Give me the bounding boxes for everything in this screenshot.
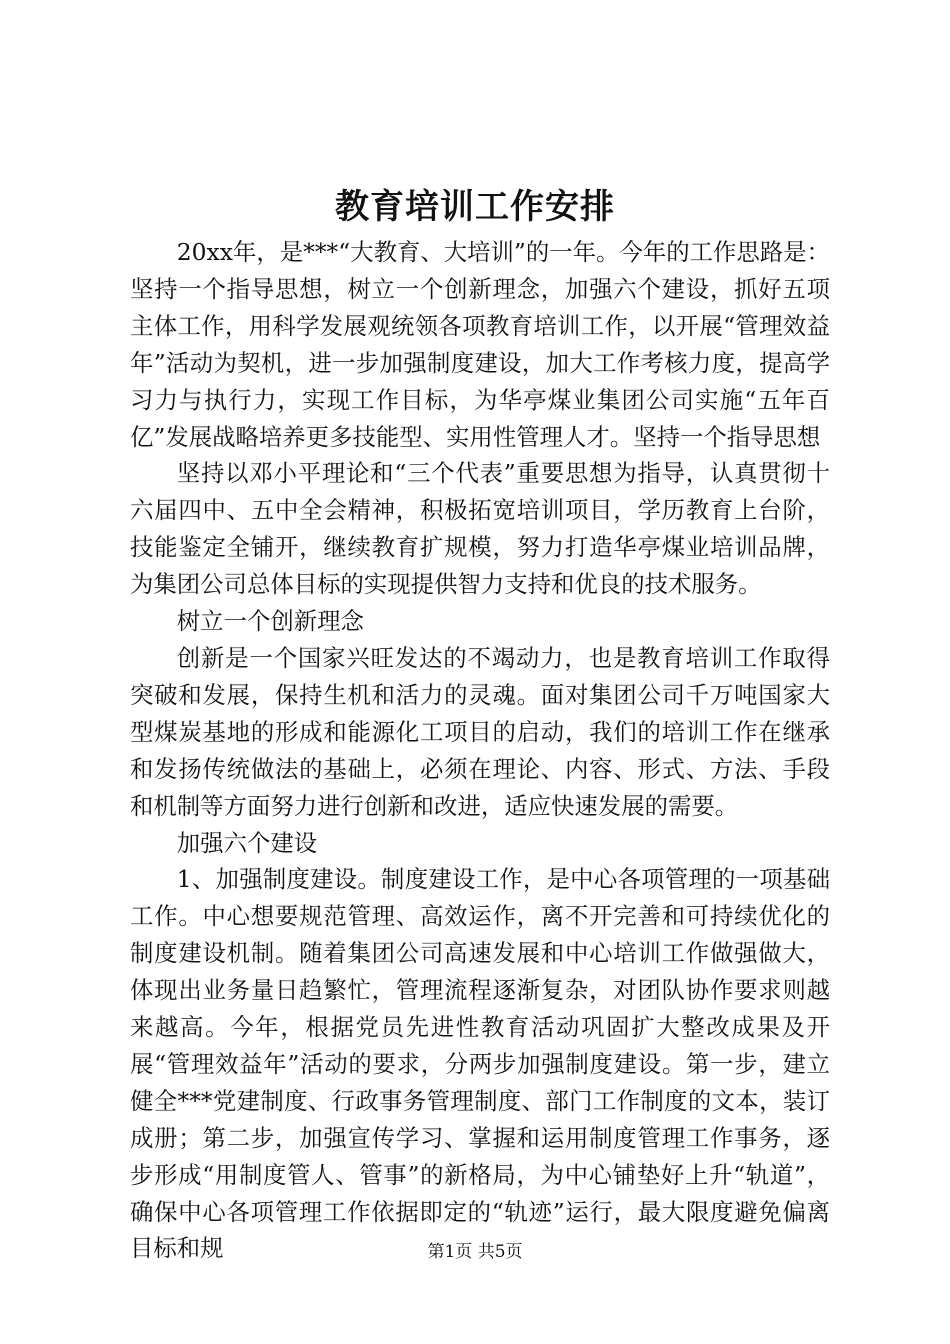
- document-title: 教育培训工作安排: [335, 187, 615, 227]
- page-number-footer: 第1页 共5页: [427, 1242, 523, 1262]
- document-body: [130, 234, 830, 1267]
- paragraph-guiding-thought: 坚持以邓小平理论和“三个代表”重要思想为指导，认真贯彻十六届四中、五中全会精神，积极拓宽培训项目，学历教育上台阶，技能鉴定全铺开，继续教育扩规模，努力打造华亭煤业培训品牌，为集团公司总体目标的实现提供智力支持和优良的技术服务。: [130, 459, 830, 599]
- section-heading-six-constructions: 加强六个建设: [176, 828, 318, 857]
- paragraph-system-construction: 1、加强制度建设。制度建设工作，是中心各项管理的一项基础工作。中心想要规范管理、高效运作，离不开完善和可持续优化的制度建设机制。随着集团公司高速发展和中心培训工作做强做大，体现出业务量日趋繁忙，管理流程逐渐复杂，对团队协作要求则越来越高。今年，根据党员先进性教育活动巩固扩大整改成果及开展“管理效益年”活动的要求，分两步加强制度建设。第一步，建立健全***党建制度、行政事务管理制度、部门工作制度的文本，装订成册；第二步，加强宣传学习、掌握和运用制度管理工作事务，逐步形成“用制度管人、管事”的新格局，为中心铺垫好上升“轨道”，确保中心各项管理工作依据即定的“轨迹”运行，最大限度避免偏离目标和规: [130, 865, 830, 1263]
- paragraph-innovation: 创新是一个国家兴旺发达的不竭动力，也是教育培训工作取得突破和发展，保持生机和活力的灵魂。面对集团公司千万吨国家大型煤炭基地的形成和能源化工项目的启动，我们的培训工作在继承和发扬传统做法的基础上，必须在理论、内容、形式、方法、手段和机制等方面努力进行创新和改进，适应快速发展的需要。: [130, 643, 830, 820]
- section-heading-innovation: 树立一个创新理念: [176, 607, 364, 636]
- paragraph-intro: 20xx年，是***“大教育、大培训”的一年。今年的工作思路是：坚持一个指导思想，树立一个创新理念，加强六个建设，抓好五项主体工作，用科学发展观统领各项教育培训工作，以开展“管理效益年”活动为契机，进一步加强制度建设，加大工作考核力度，提高学习力与执行力，实现工作目标，为华亭煤业集团公司实施“五年百亿”发展战略培养更多技能型、实用性管理人才。坚持一个指导思想: [130, 238, 830, 451]
